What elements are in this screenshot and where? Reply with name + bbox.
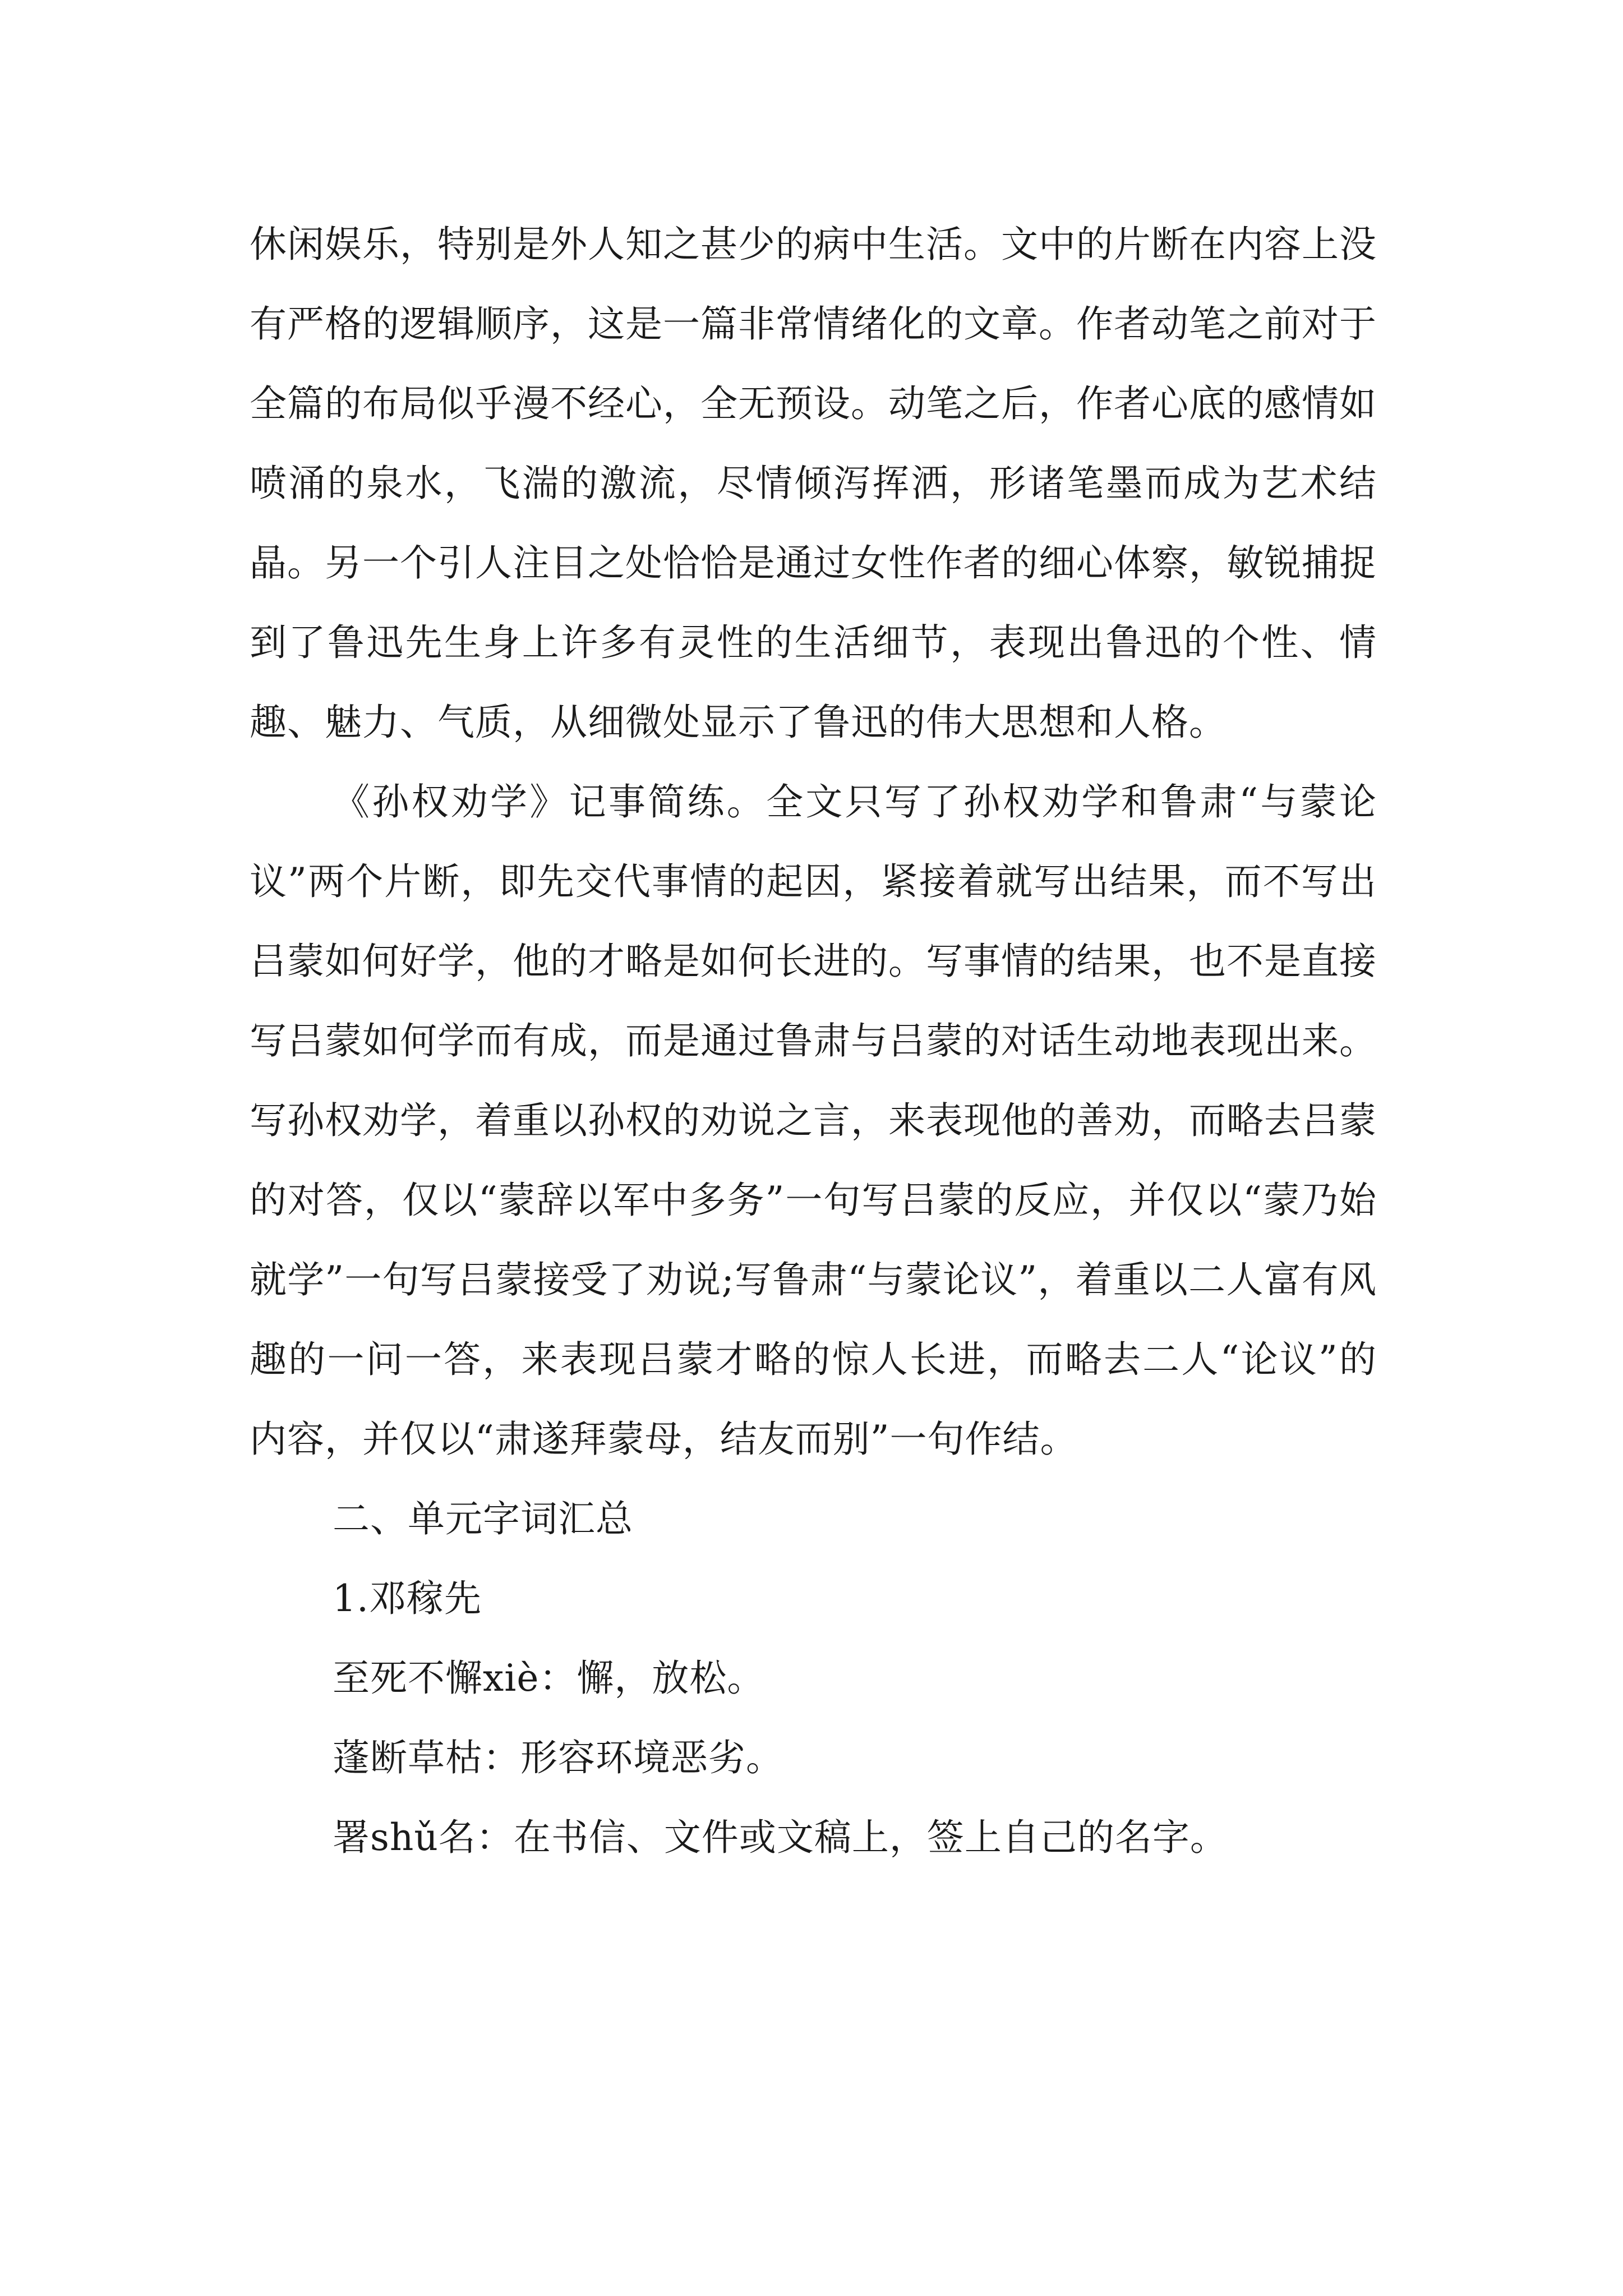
vocab-entry: 蓬断草枯：形容环境恶劣。 [333, 1736, 783, 1779]
vocab-entry: 至死不懈xiè：懈，放松。 [333, 1657, 765, 1700]
paragraph-sunquan-quanxue: 《孙权劝学》记事简练。全文只写了孙权劝学和鲁肃“与蒙论议”两个片断，即先交代事情的起因，紧接着就写出结果，而不写出吕蒙如何好学，他的才略是如何长进的。写事情的结果，也不是直接写吕蒙如何学而有成，而是通过鲁肃与吕蒙的对话生动地表现出来。写孙权劝学，着重以孙权的劝说之言，来表现他的善劝，而略去吕蒙的对答，仅以“蒙辞以军中多务”一句写吕蒙的反应，并仅以“蒙乃始就学”一句写吕蒙接受了劝说;写鲁肃“与蒙论议”，着重以二人富有风趣的一问一答，来表现吕蒙才略的惊人长进，而略去二人“论议”的内容，并仅以“肃遂拜蒙母，结友而别”一句作结。 [250, 780, 1377, 1461]
subsection-heading: 1.邓稼先 [333, 1577, 482, 1620]
vocab-entry: 署shǔ名：在书信、文件或文稿上，签上自己的名字。 [333, 1816, 1228, 1859]
document-body [250, 205, 1377, 1878]
paragraph-continuation: 休闲娱乐，特别是外人知之甚少的病中生活。文中的片断在内容上没有严格的逻辑顺序，这是一篇非常情绪化的文章。作者动笔之前对于全篇的布局似乎漫不经心，全无预设。动笔之后，作者心底的感情如喷涌的泉水，飞湍的激流，尽情倾泻挥洒，形诸笔墨而成为艺术结晶。另一个引人注目之处恰恰是通过女性作者的细心体察，敏锐捕捉到了鲁迅先生身上许多有灵性的生活细节，表现出鲁迅的个性、情趣、魅力、气质，从细微处显示了鲁迅的伟大思想和人格。 [250, 223, 1377, 744]
section-heading: 二、单元字词汇总 [333, 1497, 633, 1540]
